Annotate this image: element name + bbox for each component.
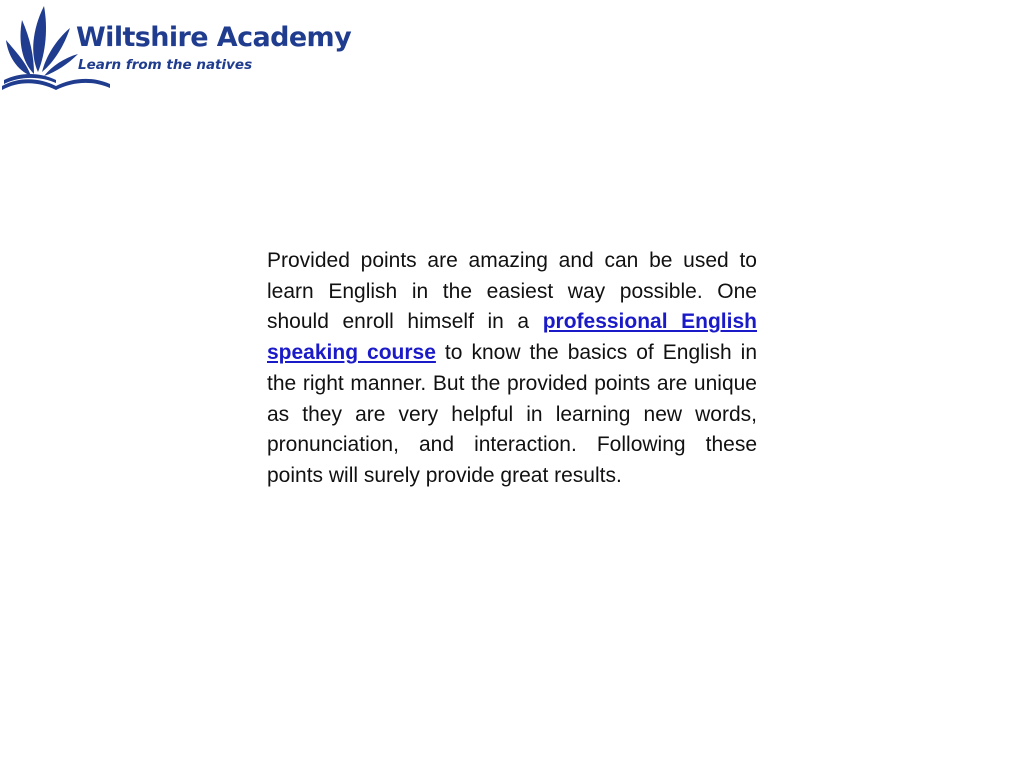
body-paragraph xyxy=(267,246,757,492)
academy-logo xyxy=(0,0,360,100)
paragraph-text-end: to know the basics of English in the right manner. But the provided points are unique as they are very helpful in learning new words, pronunciation, and interaction. Following these points will surely provide great results. xyxy=(267,341,757,487)
logo-tagline: Learn from the natives xyxy=(78,57,253,73)
paragraph-text-start: Provided points are amazing and can be used to learn English in the easiest way possible. One should enroll himself in a xyxy=(267,249,757,334)
professional-english-course-link[interactable]: professional English speaking course xyxy=(267,310,757,365)
logo-title: Wiltshire Academy xyxy=(76,22,352,53)
